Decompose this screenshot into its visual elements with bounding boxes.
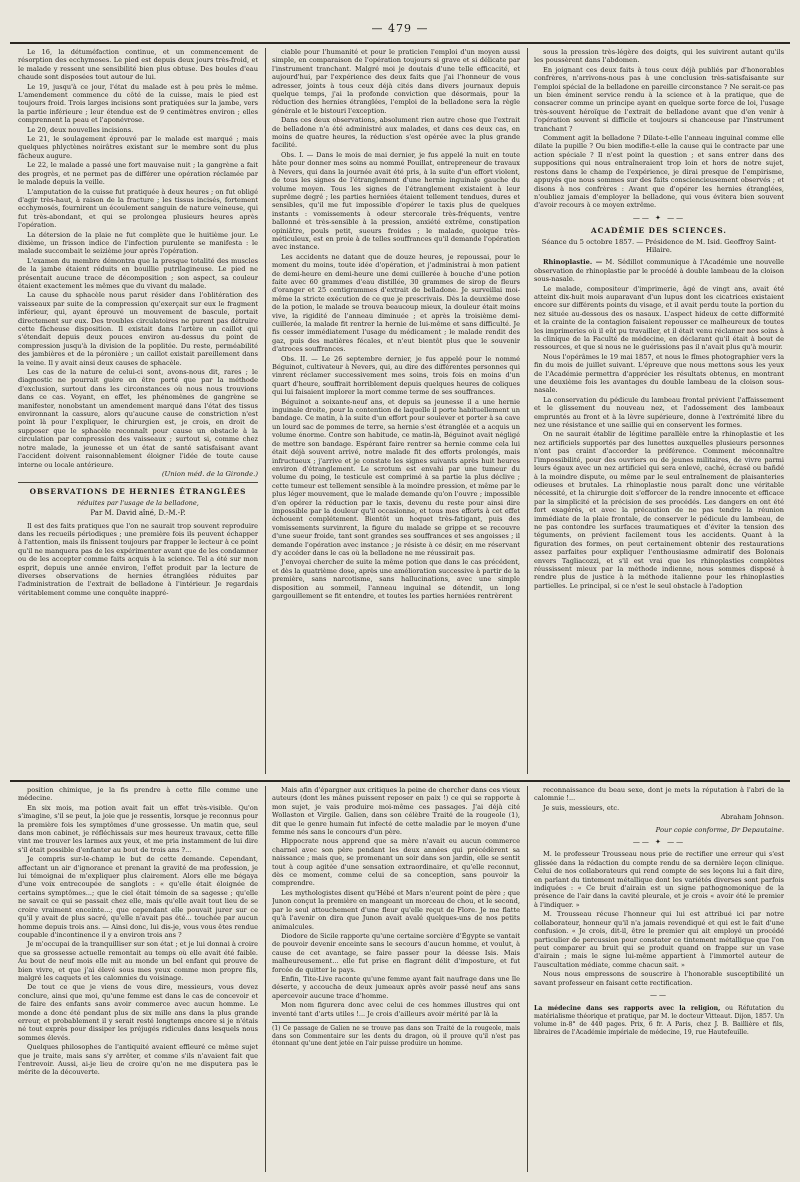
paragraph: La conservation du pédicule du lambeau frontal prévient l'affaissement et le glissement du nouveau nez, et l'adossement des lambeaux empruntés au front et à la lèvre supérieure, donne à l'extrémité libre du nez une résistance et une saillie qui en conservent les formes. (534, 395, 784, 430)
paragraph: Mais afin d'épargner aux critiques la peine de chercher dans ces vieux auteurs (dont les mânes puissent reposer en paix !) ce qui se rapporte à mon sujet, je vais produire moi-même ces passages. J'ai déjà cité Wollaston et Virgile. Galien, dans son célèbre Traité de la rougeole (1), dit que le genre humain fut infecté de cette maladie par le moyen d'une femme nés sans le concours d'un père. (272, 786, 520, 837)
paragraph: Le 22, le malade a passé une fort mauvaise nuit ; la gangrène a fait des progrès, et ne permet pas de différer une opération réclamée par le malade depuis la veille. (18, 161, 258, 187)
paragraph: reconnaissance du beau sexe, dont je mets la réputation à l'abri de la calomnie !... (534, 786, 784, 803)
paragraph: position chimique, je la fis prendre à cette fille comme une médecine. (18, 786, 258, 803)
paragraph: L'amputation de la cuisse fut pratiquée à deux heures ; on fut obligé d'agir très-haut, à raison de la fracture ; les tissus incisés, fortement ecchymosés, fournirent un écoulement sanguin de nature veineuse, qui fut très-abondant, et qui se prolongea plusieurs heures après l'opération. (18, 187, 258, 230)
paragraph: Comment agit la belladone ? Dilate-t-elle l'anneau inguinal comme elle dilate la pupille ? Ou bien modifie-t-elle la cause qui le contracte par une action spéciale ? Il n'est point la question ; et sans entrer dans des suppositions qui nous entraîneraient trop loin et hors de notre sujet, restons dans le champ de l'expérience, je dirai presque de l'empirisme, appuyés que nous sommes sur des faits consciencieusement observés ; et disons à nos confrères : Avant que d'opérer les hernies étranglées, n'oubliez jamais d'employer la belladone, qui vous évitera bien souvent d'avoir recours à ce moyen extrême. (534, 134, 784, 210)
paragraph: Hippocrate nous apprend que sa mère n'avait eu aucun commerce charnel avec son père pendant les deux années qui précédèrent sa naissance ; mais que, se promenant un soir dans son jardin, elle se sentit tout à coup agitée d'une sensation extraordinaire, et qu'elle reconnut, dès ce moment, comme celui de sa conception, sans pouvoir la comprendre. (272, 837, 520, 888)
column-divider (265, 48, 266, 774)
signature: Abraham Johnson. (720, 813, 784, 822)
paragraph: L'examen du membre démontra que la presque totalité des muscles de la jambe étaient réduits en bouillie putrilagineuse. Le pied ne présentait aucune trace de décomposition ; son aspect, sa couleur étaient exactement les mêmes que du vivant du malade. (18, 256, 258, 290)
rhinoplasty-first-text: M. Sédillot communique à l'Académie une nouvelle observation de rhinoplastie par le procédé à double lambeau de la cloison sous-nasale. (534, 258, 784, 284)
page-number: — 479 — (371, 22, 429, 35)
paragraph: Les mythologistes disent qu'Hébé et Mars n'eurent point de père ; que Junon conçut la première en mangeant un morceau de chou, et le second, par le seul attouchement d'une fleur qu'elle reçut de Flore. Je me flatte qu'à l'avenir on dira que Junon avait avalé quelques-uns de nos petits animalcules. (272, 888, 520, 931)
paragraph: ciable pour l'humanité et pour le praticien l'emploi d'un moyen aussi simple, en comparaison de l'opération toujours si grave et si délicate par l'instrument tranchant. Malgré moi je doutais d'une telle efficacité, et aujourd'hui, par l'expérience des deux faits que j'ai l'honneur de vous adresser, joints à tous ceux déjà cités dans divers journaux depuis quelque temps, j'ai la profonde conviction que désormais, pour la réduction des hernies étranglées, l'emploi de la belladone sera la règle générale et le bistouri l'exception. (272, 48, 520, 115)
column-divider (527, 48, 528, 774)
rhinoplasty-paragraph (534, 258, 784, 283)
paragraph: La cause du sphacèle nous parut résider dans l'oblitération des vaisseaux par suite de la compression qu'exerçait sur eux le fragment inférieur, qui, ayant éprouvé un mouvement de bascule, portait directement sur eux. Des troubles circulatoires ne purent pas détruire cette fâcheuse disposition. Il existait dans l'artère un caillot qui s'étendait depuis deux pouces environ au-dessus du point de compression jusqu'à la division de la poplitée. Du reste, perméabilité des jambières et de la péronière ; un caillot existait pareillement dans la veine. Il y avait ainsi deux causes de sphacèle. (18, 291, 258, 367)
paragraph: En joignant ces deux faits à tous ceux déjà publiés par d'honorables confrères, n'arrivons-nous pas à une conclusion très-satisfaisante sur l'emploi spécial de la belladone en pareille circonstance ? Ne serait-ce pas un bien éminent service rendu à la science et à la pratique, que de consacrer comme un principe ayant en quelque sorte force de loi, l'usage très-souvent héroïque de l'extrait de belladone avant que d'en venir à l'opération souvent si difficile et toujours si chanceuse par l'instrument tranchant ? (534, 65, 784, 133)
paragraph: Mon nom figurera donc avec celui de ces hommes illustres qui ont inventé tant d'arts utiles !... Je crois d'ailleurs avoir mérité par là la (272, 1001, 520, 1018)
bottom-right-column (534, 786, 784, 1172)
paragraph: Je suis, messieurs, etc. (543, 803, 620, 812)
paragraph: Les cas de la nature de celui-ci sont, avons-nous dit, rares ; le diagnostic ne pourrait guère en être porté que par la méthode d'exclusion, surtout dans les circonstances où nous nous trouvions dans ce cas. Voyant, en effet, les phénomènes de gangrène se manifester, nonobstant un amendement marqué dans l'état des tissus environnant la cassure, alors qu'aucune cause de constriction n'est point là pour l'expliquer, le chirurgien est, je crois, en droit de supposer que le sphacèle reconnaît pour cause un obstacle à la circulation par compression des vaisseaux ; surtout si, comme chez notre malade, la jeunesse et un état de santé satisfaisant avant l'accident doivent raisonnablement éloigner l'idée de toute cause interne ou locale antérieure. (18, 368, 258, 469)
paragraph: Obs. I. — Dans le mois de mai dernier, je fus appelé la nuit en toute hâte pour donner mes soins au nommé Pouillat, entrepreneur de travaux à Nevers, qui dans la journée avait été pris, à la suite d'un effort violent, de tous les signes de l'étranglement d'une hernie inguinale gauche du volume moyen. Tous les signes de l'étranglement existaient à leur suprême degré ; les parties herniées étaient tellement tendues, dures et sensibles, qu'il me fut impossible d'opérer le taxis plus de quelques instants : vomissements à odeur stercorale très-fréquents, ventre ballonné et très-sensible à la pression, anxiété extrême, constipation opiniâtre, pouls petit, sueurs froides ; le malade, quoique très-méticuleux, est en proie à de telles souffrances qu'il demande l'opération avec instance. (272, 150, 520, 252)
paragraph: Diodore de Sicile rapporte qu'une certaine sorcière d'Égypte se vantait de pouvoir devenir enceinte sans le secours d'aucun homme, et voulut, à cause de cet avantage, se faire passer pour la déesse Isis. Mais malheureusement... elle fut prise en flagrant délit d'imposture, et fut forcée de quitter le pays. (272, 931, 520, 974)
bottom-middle-column (272, 786, 520, 1172)
bottom-left-text (18, 786, 258, 1077)
paragraph: M. Trousseau récuse l'honneur qui lui est attribué ici par notre collaborateur, honneur qu'il n'a jamais revendiqué et qui est le fait d'une confusion. « Je crois, dit-il, être le premier qui ait employé un procédé particulier de percussion pour constater ce tintement métallique que l'on peut comparer au bruit qui se produit quand on frappe sur un vase d'airain ; mais le signe lui-même appartient à l'immortel auteur de l'auscultation médiate, comme chacun sait. » (534, 910, 784, 969)
source-citation: (Union méd. de la Gironde.) (161, 469, 258, 478)
book-details: ou Réfutation du matérialisme théorique et pratique, par M. le docteur Vitteaut. Dijon, 1857. Un volume in-8° de 440 pages. Prix, 6 fr. A Paris, chez J. B. Baillière et fils, libraires de l'Académie impériale de médecine, 19, rue Hautefeuille. (534, 1005, 784, 1036)
paragraph: sous la pression très-légère des doigts, qui les suivirent autant qu'ils les poussèrent dans l'abdomen. (534, 48, 784, 65)
paragraph: La détersion de la plaie ne fut complète que le huitième jour. Le dixième, un frisson indice de l'infection purulente se manifesta : le malade succombait le seizième jour après l'opération. (18, 230, 258, 256)
paragraph: Béguinot a soixante-neuf ans, et depuis sa jeunesse il a une hernie inguinale droite, pour la contention de laquelle il porte habituellement un bandage. Ce matin, à la suite d'un effort pour soulever et porter à sa cave un lourd sac de pommes de terre, sa hernie s'est étranglée et a acquis un volume énorme. Contre son habitude, ce matin-là, Béguinot avait négligé de mettre son bandage. Espérant faire rentrer sa hernie comme cela lui était déjà souvent arrivé, notre malade fit des efforts prolongés, mais infructueux ; j'arrive et je constate les signes suivants après huit heures environ d'étranglement. Le scrotum est envahi par une tumeur du volume du poing, le testicule est comprimé à sa partie la plus déclive ; cette tumeur est tellement sensible à la moindre pression, et même par le plus léger mouvement, que le malade demande qu'on l'ouvre ; impossible d'en opérer la réduction par le taxis, devenu du reste pour ainsi dire impossible par la douleur qu'il occasionne, et tous mes efforts à cet effet échouent complétement. Bientôt un hoquet très-fatigant, puis des vomissements survinrent, la figure du malade se grippe et se recouvre d'une sueur froide, tant sont grandes ses souffrances et ses angoisses ; il demande l'opération avec instance ; je résiste à ce désir, en me réservant d'y accéder dans le cas où la belladone ne me réussirait pas. (272, 397, 520, 557)
paragraph: Le 21, le soulagement éprouvé par le malade est marqué ; mais quelques phlyctènes noirâtres existant sur le membre sont du plus fâcheux augure. (18, 135, 258, 160)
footnote: (1) Ce passage de Galien ne se trouve pas dans son Traité de la rougeole, mais dans son Commentaire sur les dents du dragon, où il prouve qu'il n'est pas étonnant qu'une dent jetée en l'air puisse produire un homme. (272, 1022, 520, 1048)
right-column (534, 48, 784, 774)
paragraph: Dans ces deux observations, absolument rien autre chose que l'extrait de belladone n'a été administré aux malades, et dans ces deux cas, en moins de quatre heures, la réduction s'est opérée avec la plus grande facilité. (272, 116, 520, 150)
book-title: La médecine dans ses rapports avec la religion, (534, 1005, 721, 1013)
left-top-text (18, 48, 258, 469)
paragraph: Je compris sur-le-champ le but de cette demande. Cependant, affectant un air d'ignorance et prenant la gravité de ma profession, je lui témoignai de m'expliquer plus clairement. Alors elle me bégaya d'une voix entrecoupée de sanglots : « qu'elle était éloignée de certains symptômes...; que le ciel était témoin de sa sagesse ; qu'elle ne savait ce qui se passait chez elle, mais qu'elle avait tout lieu de se croire vraiment enceinte...; que cependant elle pouvait jurer sur ce qu'il y avait de plus sacré, qu'elle n'avait pas été... touchée par aucun homme depuis trois ans. — Ainsi donc, lui dis-je, vous vous êtes rendue coupable d'incontinence il y a environ trois ans ? (18, 855, 258, 939)
right-top-text (534, 48, 784, 210)
paragraph: Le 16, la détuméfaction continue, et un commencement de résorption des ecchymoses. Le pied est depuis deux jours très-froid, et le malade y ressent une sensibilité bien plus obtuse. Des boules d'eau chaude sont disposées tout autour de lui. (18, 48, 258, 82)
paragraph: Il est des faits pratiques que l'on ne saurait trop souvent reproduire dans les recueils périodiques ; une première fois ils peuvent échapper à l'attention, mais ils finissent toujours par frapper le lecteur à ce point qu'il ne manquera pas de les expérimenter avant que de les condamner ou de les accepter comme faits acquis à la science. Tel a été sur mon esprit, depuis une année environ, l'effet produit par la lecture de diverses observations de hernies étranglées réduites par l'administration de l'extrait de belladone à l'intérieur. Je regardais véritablement comme une conquête inappré- (18, 521, 258, 597)
academy-text (534, 285, 784, 591)
middle-column (272, 48, 520, 774)
paragraph: Je m'occupai de la tranquilliser sur son état ; et je lui donnai à croire que sa grossesse actuelle remontait au temps où elle avait été faible. Au bout de neuf mois elle mit au monde un bel enfant qui prouve de bien vivre, et que j'ai élevé sous mes yeux comme mon propre fils, malgré les caquets et les calomnies du voisinage. (18, 940, 258, 982)
bottom-section-rule (10, 780, 790, 782)
paragraph: De tout ce que je viens de vous dire, messieurs, vous devez conclure, ainsi que moi, qu'une femme est dans le cas de concevoir et de faire des enfants sans avoir commerce avec aucun homme. Le monde a donc été pendant plus de six mille ans dans la plus grande erreur, et probablement il y serait resté longtemps encore si je n'étais né tout exprès pour dissiper les préjugés ridicules dans lesquels nous sommes élevés. (18, 983, 258, 1042)
paragraph: M. le professeur Trousseau nous prie de rectifier une erreur qui s'est glissée dans la rédaction du compte rendu de sa dernière leçon clinique. Celui de nos collaborateurs qui rend compte de ses leçons lui a fait dire, en parlant du tintement métallique dont les variétés diverses sont parfois indiquées : « Ce bruit d'airain est un signe pathognomonique de la présence de l'air dans la cavité pleurale, et je crois « avoir été le premier à l'indiquer. » (534, 850, 784, 909)
paragraph: Le 20, deux nouvelles incisions. (27, 125, 134, 134)
left-column (18, 48, 258, 774)
top-rule (10, 42, 790, 44)
book-notice (534, 1005, 784, 1036)
paragraph: Enfin, Tite-Live raconte qu'une femme ayant fait naufrage dans une île déserte, y accoucha de deux jumeaux après avoir passé neuf ans sans apercevoir aucune trace d'homme. (272, 974, 520, 1000)
article-title: OBSERVATIONS DE HERNIES ÉTRANGLÉES (29, 487, 247, 497)
ornament-divider: —— (650, 990, 668, 999)
paragraph: Obs. II. — Le 26 septembre dernier, je fus appelé pour le nommé Béguinot, cultivateur à Nevers, qui, au dire des différentes personnes qui vinrent réclamer successivement mes soins, trois fois en moins d'un quart d'heure, souffrait horriblement depuis quelques heures de coliques qui lui faisaient implorer la mort comme terme de ses souffrances. (272, 354, 520, 397)
ornament-divider: —— ✦ —— (632, 213, 686, 222)
paragraph: Le malade, compositeur d'imprimerie, âgé de vingt ans, avait été atteint dix-huit mois auparavant d'un lupus dont les cicatrices existaient encore sur différents points du visage, et il avait perdu toute la portion du nez située au-dessous des os nasaux. L'aspect hideux de cette difformité et la crainte de la contagion faisaient repousser ce malheureux de toutes les imprimeries où il eût pu travailler, et il était venu réclamer nos soins à la clinique de la Faculté de médecine, en déclarant qu'il était à bout de ressources, et que si nous ne le guérissions pas il n'avait plus qu'à mourir. (534, 284, 784, 352)
paragraph: Les accidents ne datant que de douze heures, je repoussai, pour le moment du moins, toute idée d'opération, et j'administrai à mon patient de demi-heure en demi-heure une demi cuillerée à bouche d'une potion faite avec 60 grammes d'eau distillée, 30 grammes de sirop de fleurs d'oranger et 25 centigrammes d'extrait de belladone. Je surveillai moi-même la stricte exécution de ce que je prescrivais. Dès la deuxième dose de la potion, le malade se trouva beaucoup mieux, la douleur était moins vive, la rigidité de l'anneau diminuée ; et après la troisième demi-cuillerée, la malade fit rentrer la hernie de lui-même et sans difficulté. Je fis cesser immédiatement l'usage du médicament ; le malade rendit des gaz, puis des matières fécales, et n'eut bientôt plus que le souvenir d'atroces souffrances. (272, 252, 520, 354)
paragraph: Nous l'opérâmes le 19 mai 1857, et nous le fîmes photographier vers la fin du mois de juillet suivant. L'épreuve que nous mettons sous les yeux de l'Académie permettra d'apprécier les résultats obtenus, en montrant une deuxième fois les avantages du double lambeau de la cloison sous-nasale. (534, 352, 784, 395)
article-author: Par M. David aîné, D.-M.-P. (90, 509, 186, 518)
article-text (18, 522, 258, 598)
bottom-middle-text (272, 786, 520, 1018)
column-divider (527, 786, 528, 1172)
trousseau-correction (534, 850, 784, 987)
bottom-left-column (18, 786, 258, 1172)
rhinoplasty-lead: Rhinoplastie. — (543, 258, 603, 267)
ornament-divider: —— ✦ —— (632, 838, 686, 847)
paragraph: Quelques philosophes de l'antiquité avaient effleuré ce même sujet que je traite, mais sans s'y arrêter, et comme s'ils n'avaient fait que l'entrevoir. Aussi, ai-je lieu de croire qu'on ne me disputera pas le mérite de la découverte. (18, 1043, 258, 1077)
session-line: Séance du 5 octobre 1857. — Présidence de M. Isid. Geoffroy Saint-Hilaire. (541, 237, 777, 254)
academy-title: ACADÉMIE DES SCIENCES. (591, 226, 727, 236)
signature-note: Pour copie conforme, Dr Depautaine. (655, 825, 784, 834)
column-divider (265, 786, 266, 1172)
paragraph: Nous nous empressons de souscrire à l'honorable susceptibilité un savant professeur en faisant cette rectification. (534, 970, 784, 987)
middle-top-text (272, 48, 520, 600)
paragraph: On ne saurait établir de légitime parallèle entre la rhinoplastie et les nez artificiels supportés par des lunettes auxquelles plusieurs personnes n'ont pas craint d'accorder la préférence. Comment méconnaître l'impossibilité, pour des ouvriers ou de jeunes militaires, de vivre parmi leurs égaux avec un nez artificiel qui sera enlevé, caché, écrasé ou bañdé à la moindre dispute, ou même par le seul entraînement de plaisanteries odieuses et brutales. La rhinoplastie nous paraît donc une véritable nécessité, et la chirurgie doit s'efforcer de la rendre innocente et efficace par la simplicité et la précision de ses procédés. Les dangers en ont été fort exagérés, et avec la précaution de ne pas tendre la réunion immédiate de la plaie frontale, de conserver le pédicule du lambeau, de ne pas contondre les surfaces traumatiques et d'éviter la tension des téguments, on prévient facilement tous les accidents. Quant à la figuration des formes, on peut certainement obtenir des restaurations assez parfaites pour expliquer l'enthousiasme admiratif des Bolonais envers Tagliacozzi, et s'il est vrai que les rhinoplasties complètes réussissent mieux par la méthode indienne, nous sommes disposé à rendre plus de justice à la méthode italienne pour les rhinoplasties partielles. Le principal, si ce n'est le seul obstacle à l'adoption (534, 430, 784, 590)
article-subtitle: réduites par l'usage de la belladone, (77, 498, 199, 507)
paragraph: En six mois, ma potion avait fait un effet très-visible. Qu'on s'imagine, s'il se peut, la joie que je ressentis, lorsque je reconnus pour la première fois les symptômes d'une grossesse. Un matin que, seul dans mon cabinet, je réfléchissais sur mes heureux travaux, cette fille vint me trouver les larmes aux yeux, et me pria instamment de lui dire s'il était possible d'enfanter au bout de trois ans ?... (18, 803, 258, 854)
section-divider (18, 482, 258, 483)
paragraph: J'envoyai chercher de suite la même potion que dans le cas précédent, et dès la quatrième dose, après une amélioration successive à partir de la première, sans narcotisme, sans hallucinations, avec une simple disposition au sommeil, l'anneau inguinal se détendit, un long gargouillement se fit entendre, et toutes les parties herniées rentrèrent (272, 558, 520, 600)
paragraph: Le 19, jusqu'à ce jour, l'état du malade est à peu près le même. L'amendement commence du côté de la cuisse, mais le pied est toujours froid. Trois larges incisions sont pratiquées sur la jambe, vers la partie inférieure ; leur étendue est de 9 centimètres environ ; elles comprennent la peau et l'aponévrose. (18, 82, 258, 125)
bottom-right-text (534, 786, 784, 812)
